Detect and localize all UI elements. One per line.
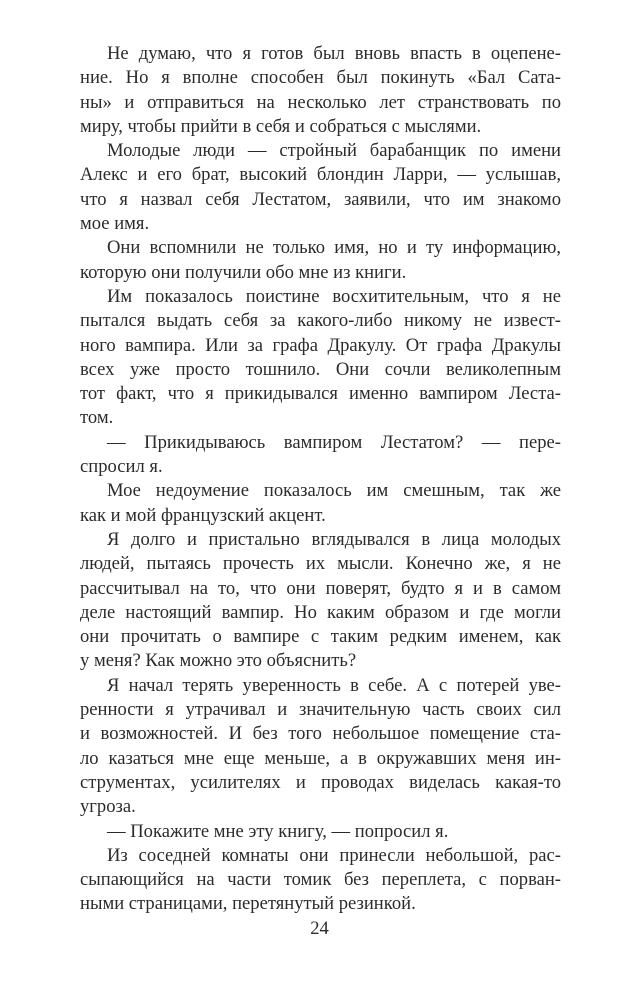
text-line: ного вампира. Или за графа Дракулу. От графа Дракулы [80, 334, 561, 356]
text-line: и возможностей. И без того небольшое помещение ста- [80, 723, 561, 745]
text-line: спросил я. [80, 456, 163, 478]
text-line: Я начал терять уверенность в себе. А с потерей уве- [107, 674, 561, 696]
text-line: — Прикидываюсь вампиром Лестатом? — пере- [107, 431, 561, 453]
text-line: деле настоящий вампир. Но каким образом и где могли [80, 601, 561, 623]
text-line: Молодые люди — стройный барабанщик по имени [107, 140, 561, 162]
page-body-text [80, 42, 561, 917]
text-line: что я назвал себя Лестатом, заявили, что им знакомо [80, 188, 561, 210]
text-line: Им показалось поистине восхитительным, что я не [107, 285, 561, 307]
text-line: ными страницами, перетянутый резинкой. [80, 893, 416, 915]
text-line: Из соседней комнаты они принесли небольшой, рас- [107, 844, 561, 866]
text-line: миру, чтобы прийти в себя и собраться с мыслями. [80, 115, 482, 137]
text-line: у меня? Как можно это объяснить? [80, 650, 357, 672]
page-number: 24 [310, 918, 329, 939]
text-line: — Покажите мне эту книгу, — попросил я. [107, 820, 449, 842]
text-line: Алекс и его брат, высокий блондин Ларри, — услышав, [80, 164, 561, 186]
text-line: Не думаю, что я готов был вновь впасть в оцепене- [107, 43, 561, 64]
text-line: том. [80, 407, 114, 429]
text-line: тот факт, что я прикидывался именно вампиром Леста- [80, 383, 561, 405]
text-line: струментах, усилителях и проводах виделась какая-то [80, 771, 561, 793]
text-line: ло казаться мне еще меньше, а в окружавших меня ин- [80, 747, 561, 769]
text-line: людей, пытаясь прочесть их мысли. Конечно же, я не [80, 553, 561, 575]
text-line: сыпающийся на части томик без переплета, с порван- [80, 869, 561, 891]
text-line: мое имя. [80, 213, 150, 235]
text-line: ние. Но я вполне способен был покинуть «Бал Сата- [80, 67, 561, 89]
text-line: пытался выдать себя за какого-либо никому не извест- [80, 310, 561, 332]
text-line: Мое недоумение показалось им смешным, так же [107, 480, 561, 502]
text-line: они прочитать о вампире с таким редким именем, как [80, 626, 561, 648]
text-line: ренности я утрачивал и значительную часть своих сил [80, 699, 561, 721]
text-line: Я долго и пристально вглядывался в лица молодых [107, 528, 561, 550]
text-line: всех уже просто тошнило. Они сочли великолепным [80, 358, 561, 380]
text-line: которую они получили обо мне из книги. [80, 261, 407, 283]
text-line: угроза. [80, 796, 136, 818]
text-line: как и мой французский акцент. [80, 504, 326, 526]
text-line: рассчитывал на то, что они поверят, будто я и в самом [80, 577, 561, 599]
text-line: Они вспомнили не только имя, но и ту информацию, [107, 237, 561, 259]
text-line: ны» и отправиться на несколько лет странствовать по [80, 91, 561, 113]
